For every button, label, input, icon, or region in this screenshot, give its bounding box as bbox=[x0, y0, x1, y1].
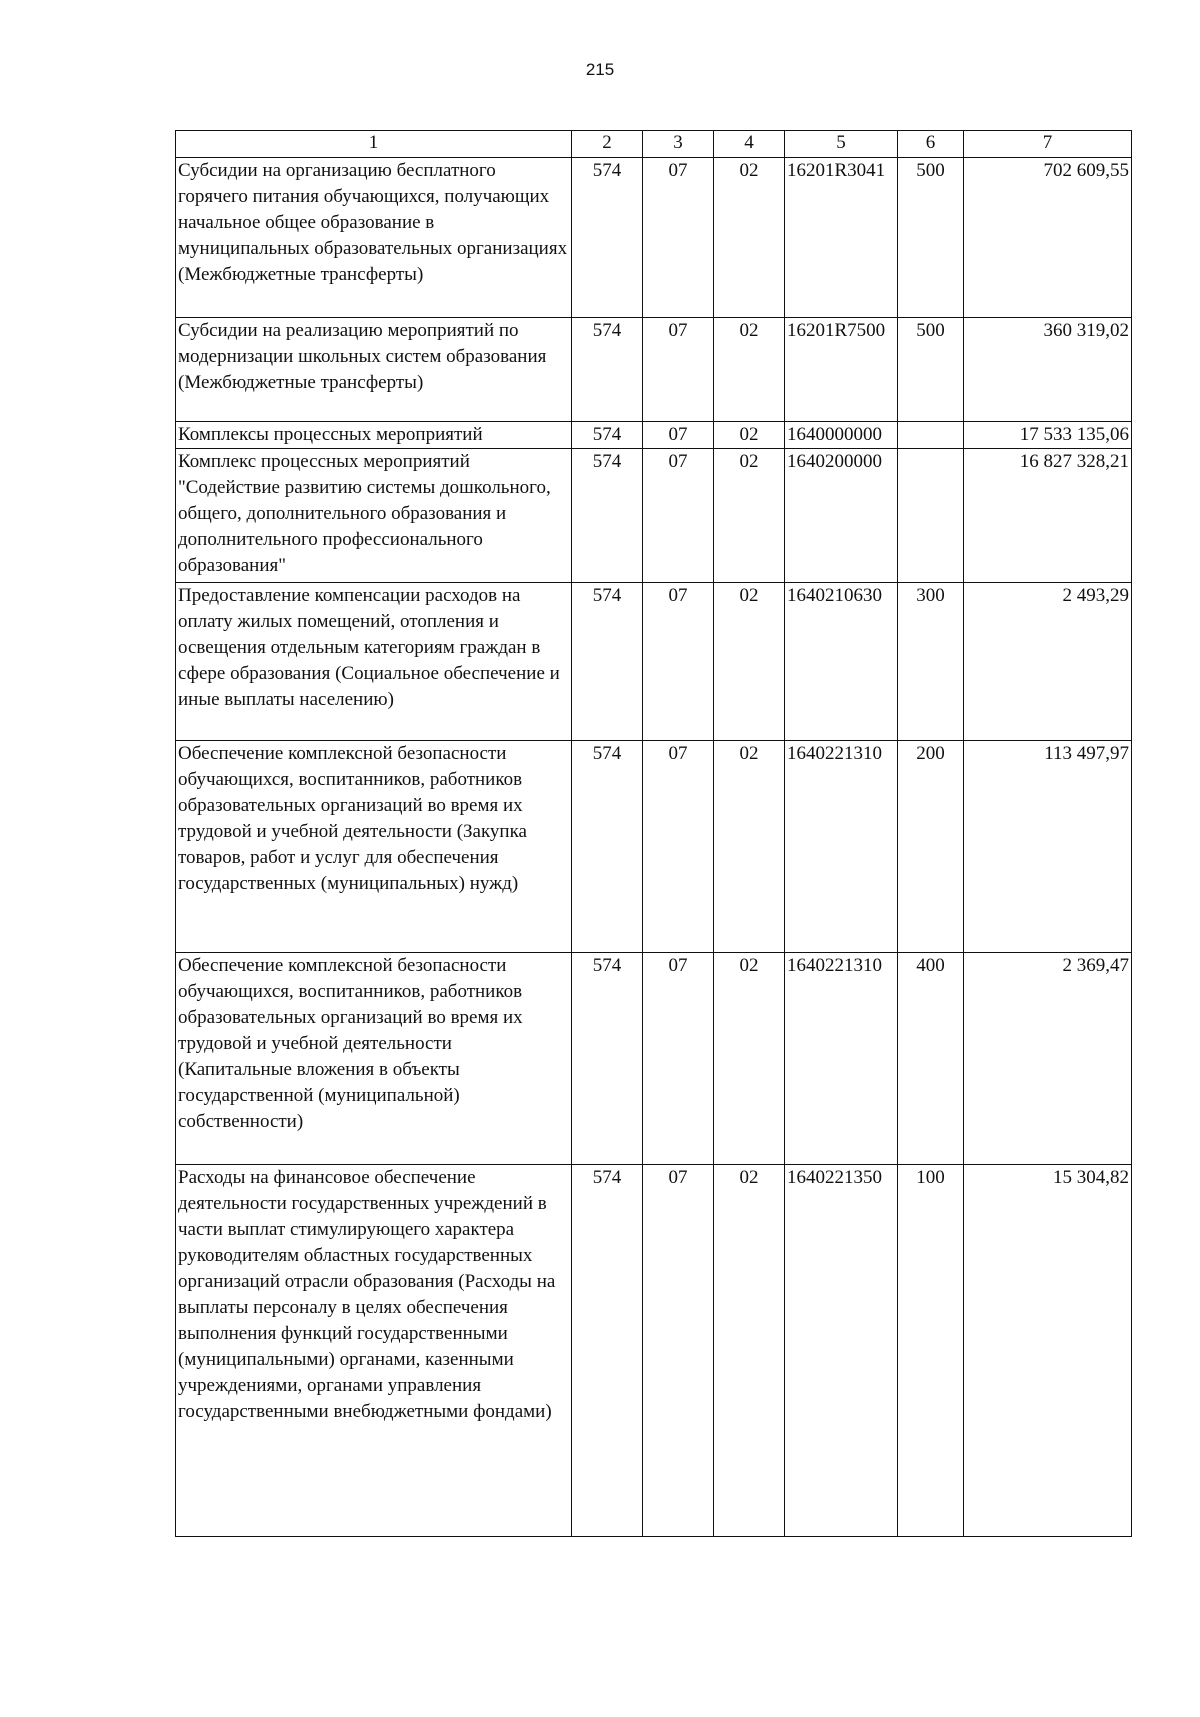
row-vr: 200 bbox=[898, 741, 964, 953]
row-pr: 02 bbox=[714, 741, 785, 953]
row-vr: 300 bbox=[898, 583, 964, 741]
header-cell: 2 bbox=[572, 131, 643, 158]
row-csr: 16201R3041 bbox=[785, 158, 898, 318]
row-vr: 500 bbox=[898, 158, 964, 318]
table-row bbox=[176, 158, 1132, 318]
row-csr: 16201R7500 bbox=[785, 318, 898, 422]
row-sum: 2 493,29 bbox=[964, 583, 1132, 741]
row-ved: 574 bbox=[572, 1165, 643, 1537]
row-sum: 2 369,47 bbox=[964, 953, 1132, 1165]
row-ved: 574 bbox=[572, 449, 643, 583]
row-vr: 500 bbox=[898, 318, 964, 422]
header-cell: 3 bbox=[643, 131, 714, 158]
row-vr bbox=[898, 449, 964, 583]
table-row bbox=[176, 318, 1132, 422]
row-name: Предоставление компенсации расходов на оплату жилых помещений, отопления и освещения отдельным категориям граждан в сфере образования (Социальное обеспечение и иные выплаты населению) bbox=[176, 583, 572, 741]
header-cell: 6 bbox=[898, 131, 964, 158]
row-csr: 1640221310 bbox=[785, 953, 898, 1165]
row-rz: 07 bbox=[643, 953, 714, 1165]
row-sum: 16 827 328,21 bbox=[964, 449, 1132, 583]
row-vr: 100 bbox=[898, 1165, 964, 1537]
row-pr: 02 bbox=[714, 953, 785, 1165]
row-ved: 574 bbox=[572, 953, 643, 1165]
row-ved: 574 bbox=[572, 318, 643, 422]
row-pr: 02 bbox=[714, 318, 785, 422]
row-csr: 1640000000 bbox=[785, 422, 898, 449]
row-name: Обеспечение комплексной безопасности обучающихся, воспитанников, работников образовательных организаций во время их трудовой и учебной деятельности (Закупка товаров, работ и услуг для обеспечения государственных (муниципальных) нужд) bbox=[176, 741, 572, 953]
table-row bbox=[176, 741, 1132, 953]
header-cell: 5 bbox=[785, 131, 898, 158]
row-ved: 574 bbox=[572, 741, 643, 953]
row-sum: 15 304,82 bbox=[964, 1165, 1132, 1537]
row-sum: 113 497,97 bbox=[964, 741, 1132, 953]
row-name: Субсидии на организацию бесплатного горячего питания обучающихся, получающих начальное общее образование в муниципальных образовательных организациях (Межбюджетные трансферты) bbox=[176, 158, 572, 318]
row-rz: 07 bbox=[643, 318, 714, 422]
row-vr: 400 bbox=[898, 953, 964, 1165]
row-rz: 07 bbox=[643, 422, 714, 449]
row-rz: 07 bbox=[643, 741, 714, 953]
row-rz: 07 bbox=[643, 449, 714, 583]
row-csr: 1640200000 bbox=[785, 449, 898, 583]
row-pr: 02 bbox=[714, 422, 785, 449]
table-row bbox=[176, 953, 1132, 1165]
row-rz: 07 bbox=[643, 1165, 714, 1537]
row-vr bbox=[898, 422, 964, 449]
table-row bbox=[176, 422, 1132, 449]
row-rz: 07 bbox=[643, 583, 714, 741]
row-sum: 17 533 135,06 bbox=[964, 422, 1132, 449]
table-row bbox=[176, 583, 1132, 741]
row-pr: 02 bbox=[714, 1165, 785, 1537]
row-csr: 1640221310 bbox=[785, 741, 898, 953]
row-rz: 07 bbox=[643, 158, 714, 318]
row-name: Комплекс процессных мероприятий "Содействие развитию системы дошкольного, общего, дополнительного образования и дополнительного профессионального образования" bbox=[176, 449, 572, 583]
row-name: Субсидии на реализацию мероприятий по модернизации школьных систем образования (Межбюджетные трансферты) bbox=[176, 318, 572, 422]
row-ved: 574 bbox=[572, 583, 643, 741]
row-pr: 02 bbox=[714, 583, 785, 741]
page-number: 215 bbox=[585, 60, 615, 79]
row-csr: 1640221350 bbox=[785, 1165, 898, 1537]
table-row bbox=[176, 1165, 1132, 1537]
table-header-row bbox=[176, 131, 1132, 158]
row-pr: 02 bbox=[714, 449, 785, 583]
row-name: Комплексы процессных мероприятий bbox=[176, 422, 572, 449]
row-pr: 02 bbox=[714, 158, 785, 318]
row-sum: 702 609,55 bbox=[964, 158, 1132, 318]
row-ved: 574 bbox=[572, 158, 643, 318]
row-name: Расходы на финансовое обеспечение деятельности государственных учреждений в части выплат стимулирующего характера руководителям областных государственных организаций отрасли образования (Расходы на выплаты персоналу в целях обеспечения выполнения функций государственными (муниципальными) органами, казенными учреждениями, органами управления государственными внебюджетными фондами) bbox=[176, 1165, 572, 1537]
header-cell: 7 bbox=[964, 131, 1132, 158]
row-csr: 1640210630 bbox=[785, 583, 898, 741]
budget-table bbox=[175, 130, 1132, 1537]
header-cell: 4 bbox=[714, 131, 785, 158]
row-name: Обеспечение комплексной безопасности обучающихся, воспитанников, работников образовательных организаций во время их трудовой и учебной деятельности (Капитальные вложения в объекты государственной (муниципальной) собственности) bbox=[176, 953, 572, 1165]
header-cell: 1 bbox=[176, 131, 572, 158]
row-sum: 360 319,02 bbox=[964, 318, 1132, 422]
table-row bbox=[176, 449, 1132, 583]
row-ved: 574 bbox=[572, 422, 643, 449]
